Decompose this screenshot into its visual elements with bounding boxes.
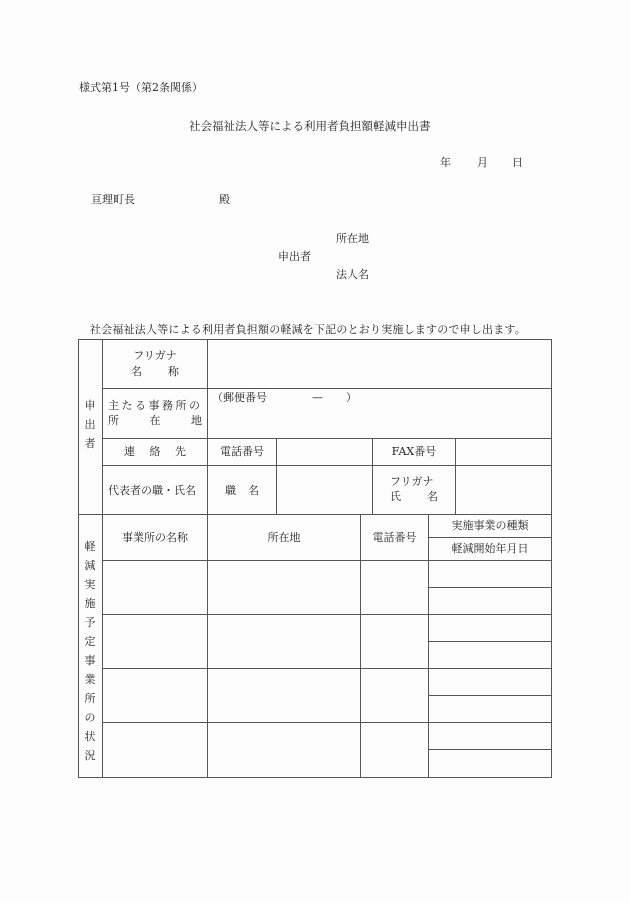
facility-name-field[interactable] — [103, 615, 207, 668]
contact-label — [124, 444, 186, 459]
facility-location-field[interactable] — [208, 615, 360, 668]
office-label-line2 — [108, 413, 202, 428]
office-label-char: 所 — [108, 414, 119, 427]
section-char: 軽 — [84, 540, 96, 553]
section-char: 況 — [84, 749, 96, 762]
rep-name-label-char: 氏 — [390, 490, 401, 503]
header-facility-location: 所在地 — [267, 531, 301, 544]
header-start-date: 軽減開始年月日 — [451, 542, 529, 555]
facility-location-field[interactable] — [208, 561, 360, 614]
office-label-char: 地 — [191, 414, 202, 427]
fax-field[interactable] — [456, 439, 551, 465]
addressee-mayor: 亘理町長 — [91, 193, 135, 206]
statement: 社会福祉法人等による利用者負担額の軽減を下記のとおり実施しますので申し出ます。 — [90, 323, 526, 336]
applicant-corporation-label: 法人名 — [336, 268, 369, 281]
section-char: 予 — [84, 616, 96, 629]
date-month-label: 月 — [477, 156, 488, 169]
form-number: 様式第1号（第2条関係） — [79, 81, 203, 94]
facility-name-field[interactable] — [103, 723, 207, 777]
section-char: 出 — [84, 418, 96, 431]
facility-name-field[interactable] — [103, 669, 207, 722]
section-char: 定 — [84, 635, 96, 648]
position-label — [225, 483, 259, 498]
section-char: 所 — [84, 692, 96, 705]
start-date-field[interactable] — [429, 588, 551, 614]
section-char: 実 — [84, 578, 96, 591]
section-char: 申 — [84, 399, 96, 412]
section-char: 施 — [84, 597, 96, 610]
facility-location-field[interactable] — [208, 669, 360, 722]
section-char: 減 — [84, 559, 96, 572]
section-char: 者 — [84, 437, 96, 450]
rep-furigana-label: フリガナ — [390, 475, 434, 488]
service-type-field[interactable] — [429, 561, 551, 587]
office-label-line1: 主たる事務所の — [108, 399, 203, 412]
corporation-name-field[interactable] — [208, 340, 551, 388]
applicant-location-label: 所在地 — [336, 232, 369, 245]
facility-phone-field[interactable] — [361, 723, 428, 777]
postal-code-label: （郵便番号 — [212, 391, 267, 404]
start-date-field[interactable] — [429, 696, 551, 722]
rep-name-label — [390, 489, 438, 504]
postal-code-close: ） — [346, 391, 357, 404]
rep-name-label-char: 名 — [427, 490, 438, 503]
office-address-field[interactable] — [208, 405, 551, 438]
contact-label-char: 連 — [124, 445, 135, 458]
applicant-label: 申出者 — [278, 250, 311, 263]
representative-position-field[interactable] — [277, 466, 372, 514]
header-facility-phone: 電話番号 — [372, 531, 417, 544]
applicant-section-label — [82, 396, 98, 453]
date-year-label: 年 — [440, 156, 451, 169]
representative-name-field[interactable] — [456, 466, 551, 514]
start-date-field[interactable] — [429, 642, 551, 668]
phone-label: 電話番号 — [220, 445, 264, 458]
facility-phone-field[interactable] — [361, 561, 428, 614]
service-type-field[interactable] — [429, 615, 551, 641]
contact-label-char: 先 — [175, 445, 186, 458]
contact-label-char: 絡 — [149, 445, 161, 458]
furigana-label: フリガナ — [133, 349, 177, 362]
representative-label: 代表者の職・氏名 — [108, 484, 196, 497]
phone-field[interactable] — [277, 439, 372, 465]
name-label — [131, 364, 179, 379]
fax-label: FAX番号 — [391, 445, 437, 458]
position-label-char: 職 — [225, 484, 236, 497]
section-char: 事 — [84, 654, 96, 667]
office-label-char: 在 — [149, 414, 161, 427]
facility-location-field[interactable] — [208, 723, 360, 777]
postal-code-dash: — — [312, 391, 323, 404]
header-facility-name: 事業所の名称 — [122, 531, 188, 544]
facility-phone-field[interactable] — [361, 669, 428, 722]
position-label-char: 名 — [248, 484, 259, 497]
service-type-field[interactable] — [429, 669, 551, 695]
section-char: の — [84, 711, 96, 724]
facility-section-label — [82, 537, 98, 765]
name-label-char: 称 — [168, 365, 179, 378]
header-service-type: 実施事業の種類 — [451, 519, 529, 532]
section-char: 業 — [84, 673, 96, 686]
name-label-char: 名 — [131, 365, 142, 378]
service-type-field[interactable] — [429, 723, 551, 749]
section-char: 状 — [84, 730, 96, 743]
document-title: 社会福祉法人等による利用者負担額軽減申出書 — [189, 119, 431, 133]
facility-phone-field[interactable] — [361, 615, 428, 668]
start-date-field[interactable] — [429, 750, 551, 777]
date-day-label: 日 — [512, 156, 523, 169]
facility-name-field[interactable] — [103, 561, 207, 614]
addressee-honorific: 殿 — [219, 193, 230, 206]
